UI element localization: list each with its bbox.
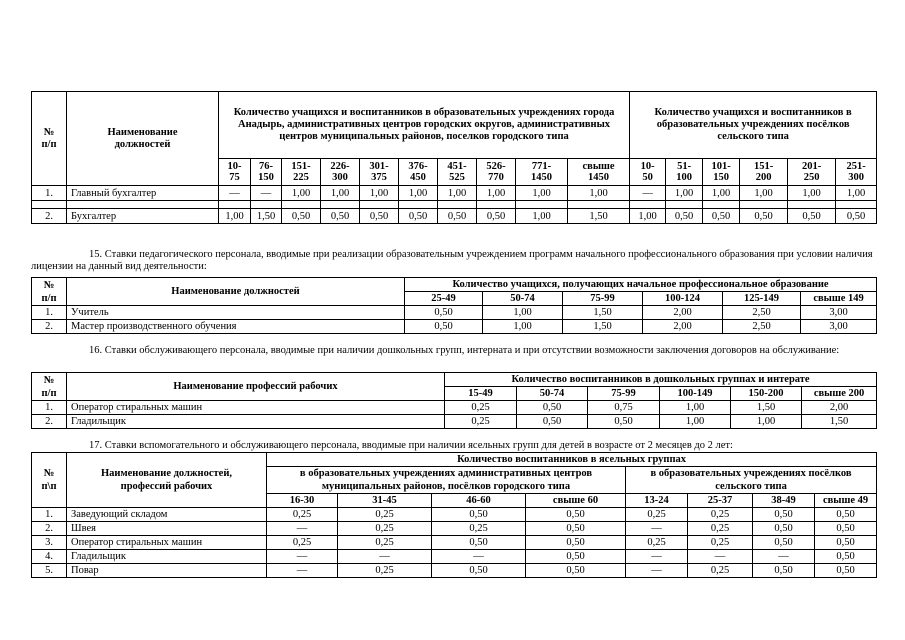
table-row	[32, 522, 877, 536]
staff-rates-table-accounting	[31, 91, 877, 224]
rate-value: —	[267, 550, 338, 564]
rate-value: 0,50	[517, 415, 588, 429]
rate-value: 0,50	[815, 550, 877, 564]
rate-value: 0,50	[753, 564, 815, 578]
rate-value: 0,25	[688, 564, 753, 578]
rate-value: 0,50	[432, 564, 526, 578]
table-row	[32, 209, 877, 224]
range-header: 125-149	[723, 292, 801, 306]
range-header: 15-49	[445, 387, 517, 401]
range-header: 526- 770	[477, 159, 516, 186]
rate-value: 0,25	[338, 536, 432, 550]
rate-value: 1,50	[568, 209, 630, 224]
column-group-students: Количество учащихся, получающих начальное профессиональное образование	[405, 278, 877, 292]
column-subgroup-village: в образовательных учреждениях посёлков сельского типа	[626, 467, 877, 494]
rate-value: 1,00	[568, 186, 630, 201]
rate-value: 0,50	[740, 209, 788, 224]
rate-value: 0,25	[267, 536, 338, 550]
range-header: 13-24	[626, 494, 688, 508]
range-header: 100-124	[643, 292, 723, 306]
range-header: 226- 300	[321, 159, 360, 186]
paragraph-15: 15. Ставки педагогического персонала, вводимые при реализации образовательным учреждением программ начального профессионального образования при условии наличия лицензии на данный вид деятельности:	[31, 249, 873, 272]
rate-value: 0,25	[432, 522, 526, 536]
rate-value: 1,00	[483, 306, 563, 320]
range-header: 100-149	[660, 387, 731, 401]
rate-value: 0,50	[438, 209, 477, 224]
column-header-number: № п/п	[32, 373, 67, 401]
row-position-name: Оператор стиральных машин	[67, 536, 267, 550]
rate-value: —	[267, 522, 338, 536]
rate-value: 0,50	[753, 522, 815, 536]
rate-value: 1,00	[516, 186, 568, 201]
rate-value: —	[688, 550, 753, 564]
rate-value: 0,50	[815, 522, 877, 536]
rate-value: 1,00	[703, 186, 740, 201]
row-position-name: Гладильщик	[67, 550, 267, 564]
column-group-nursery: Количество воспитанников в ясельных группах	[267, 453, 877, 467]
rate-value: 1,50	[563, 320, 643, 334]
range-header: 151- 200	[740, 159, 788, 186]
rate-value: —	[338, 550, 432, 564]
rate-value: 0,50	[432, 508, 526, 522]
column-group-pupils: Количество воспитанников в дошкольных группах и интерате	[445, 373, 877, 387]
range-header: 50-74	[517, 387, 588, 401]
range-header: свыше 149	[801, 292, 877, 306]
row-position-name: Швея	[67, 522, 267, 536]
rate-value: 1,00	[666, 186, 703, 201]
row-number: 2.	[32, 522, 67, 536]
row-position-name: Гладильщик	[67, 415, 445, 429]
rate-value: —	[626, 550, 688, 564]
table-row	[32, 415, 877, 429]
rate-value: 0,50	[405, 306, 483, 320]
range-header: 301- 375	[360, 159, 399, 186]
table-row	[32, 564, 877, 578]
range-header: 25-49	[405, 292, 483, 306]
row-position-name: Повар	[67, 564, 267, 578]
range-header: 101- 150	[703, 159, 740, 186]
table-row	[32, 186, 877, 201]
rate-value: —	[251, 186, 282, 201]
row-number: 1.	[32, 508, 67, 522]
row-number: 2.	[32, 320, 67, 334]
column-header-number: № п\п	[32, 453, 67, 508]
row-number: 1.	[32, 401, 67, 415]
range-header: 31-45	[338, 494, 432, 508]
range-header: 75-99	[588, 387, 660, 401]
rate-value: 2,00	[643, 306, 723, 320]
rate-value: 0,50	[432, 536, 526, 550]
row-position-name: Заведующий складом	[67, 508, 267, 522]
rate-value: 1,50	[731, 401, 802, 415]
range-header: 151- 225	[282, 159, 321, 186]
rate-value: 1,00	[788, 186, 836, 201]
rate-value: 0,75	[588, 401, 660, 415]
table-row	[32, 550, 877, 564]
rate-value: 0,50	[588, 415, 660, 429]
rate-value: 1,00	[438, 186, 477, 201]
rate-value: 0,50	[788, 209, 836, 224]
rate-value: 1,00	[630, 209, 666, 224]
rate-value: —	[219, 186, 251, 201]
column-group-city: Количество учащихся и воспитанников в образовательных учреждениях города Анадырь, административных центров городских округов, административных центров муниципальных районов, поселков городского типа	[219, 92, 630, 159]
rate-value: —	[267, 564, 338, 578]
rate-value: 3,00	[801, 320, 877, 334]
range-header: свыше 1450	[568, 159, 630, 186]
paragraph-17: 17. Ставки вспомогательного и обслуживающего персонала, вводимые при наличии ясельных групп для детей в возрасте от 2 месяцев до 2 лет:	[89, 440, 733, 451]
row-number: 1.	[32, 186, 67, 201]
range-header: 50-74	[483, 292, 563, 306]
column-header-number: № п/п	[32, 278, 67, 306]
rate-value: 0,25	[445, 415, 517, 429]
rate-value: 0,50	[753, 508, 815, 522]
rate-value: 0,50	[321, 209, 360, 224]
table-row	[32, 306, 877, 320]
rate-value: 2,50	[723, 306, 801, 320]
range-header: 10- 75	[219, 159, 251, 186]
rate-value: 0,50	[666, 209, 703, 224]
rate-value: 0,25	[338, 564, 432, 578]
rate-value: 0,50	[360, 209, 399, 224]
rate-value: 1,00	[516, 209, 568, 224]
column-header-profession: Наименование профессий рабочих	[67, 373, 445, 401]
paragraph-16: 16. Ставки обслуживающего персонала, вводимые при наличии дошкольных групп, интерната и при отсутствии возможности заключения договоров на обслуживание:	[89, 345, 840, 356]
rate-value: 1,00	[321, 186, 360, 201]
rate-value: 2,00	[643, 320, 723, 334]
rate-value: 1,50	[251, 209, 282, 224]
range-header: 451- 525	[438, 159, 477, 186]
range-header: 771- 1450	[516, 159, 568, 186]
rate-value: 2,50	[723, 320, 801, 334]
rate-value: —	[626, 564, 688, 578]
rate-value: 1,00	[483, 320, 563, 334]
staff-rates-table-vocational	[31, 277, 877, 334]
column-header-number: № п/п	[32, 92, 67, 186]
rate-value: 0,50	[399, 209, 438, 224]
rate-value: 0,25	[338, 522, 432, 536]
range-header: 51- 100	[666, 159, 703, 186]
rate-value: 1,00	[399, 186, 438, 201]
rate-value: —	[432, 550, 526, 564]
table-row	[32, 401, 877, 415]
row-position-name: Бухгалтер	[67, 209, 219, 224]
column-subgroup-city: в образовательных учреждениях административных центров муниципальных районов, посёлков городского типа	[267, 467, 626, 494]
rate-value: 1,00	[660, 401, 731, 415]
rate-value: 1,00	[731, 415, 802, 429]
rate-value: 0,50	[753, 536, 815, 550]
rate-value: 0,50	[282, 209, 321, 224]
rate-value: 1,00	[740, 186, 788, 201]
row-number: 5.	[32, 564, 67, 578]
range-header: свыше 60	[526, 494, 626, 508]
row-number: 2.	[32, 209, 67, 224]
column-group-village: Количество учащихся и воспитанников в образовательных учреждениях посёлков сельского типа	[630, 92, 877, 159]
row-number: 2.	[32, 415, 67, 429]
range-header: 38-49	[753, 494, 815, 508]
rate-value: 0,50	[477, 209, 516, 224]
range-header: 201- 250	[788, 159, 836, 186]
range-header: 25-37	[688, 494, 753, 508]
rate-value: 1,00	[360, 186, 399, 201]
row-number: 3.	[32, 536, 67, 550]
range-header: 251- 300	[836, 159, 877, 186]
rate-value: 0,50	[526, 550, 626, 564]
row-position-name: Мастер производственного обучения	[67, 320, 405, 334]
row-number: 4.	[32, 550, 67, 564]
rate-value: 0,25	[688, 508, 753, 522]
table-row	[32, 320, 877, 334]
range-header: свыше 200	[802, 387, 877, 401]
rate-value: 0,50	[526, 564, 626, 578]
range-header: 10- 50	[630, 159, 666, 186]
rate-value: 0,25	[626, 508, 688, 522]
row-position-name: Главный бухгалтер	[67, 186, 219, 201]
rate-value: 0,50	[815, 508, 877, 522]
row-position-name: Оператор стиральных машин	[67, 401, 445, 415]
rate-value: 0,25	[445, 401, 517, 415]
table-row	[32, 536, 877, 550]
rate-value: 1,00	[219, 209, 251, 224]
row-number: 1.	[32, 306, 67, 320]
rate-value: 0,25	[338, 508, 432, 522]
rate-value: 1,00	[282, 186, 321, 201]
rate-value: 3,00	[801, 306, 877, 320]
rate-value: 0,50	[517, 401, 588, 415]
rate-value: 1,00	[660, 415, 731, 429]
staff-rates-table-nursery	[31, 452, 877, 578]
range-header: свыше 49	[815, 494, 877, 508]
rate-value: 1,00	[477, 186, 516, 201]
rate-value: 0,50	[815, 564, 877, 578]
range-header: 75-99	[563, 292, 643, 306]
rate-value: 0,50	[405, 320, 483, 334]
row-position-name: Учитель	[67, 306, 405, 320]
range-header: 76- 150	[251, 159, 282, 186]
range-header: 16-30	[267, 494, 338, 508]
rate-value: 0,50	[836, 209, 877, 224]
table-row	[32, 508, 877, 522]
rate-value: 2,00	[802, 401, 877, 415]
column-header-position: Наименование должностей	[67, 92, 219, 186]
rate-value: 0,50	[526, 536, 626, 550]
column-header-position: Наименование должностей	[67, 278, 405, 306]
rate-value: 0,25	[626, 536, 688, 550]
rate-value: 1,50	[563, 306, 643, 320]
rate-value: 1,50	[802, 415, 877, 429]
range-header: 150-200	[731, 387, 802, 401]
rate-value: 0,25	[267, 508, 338, 522]
column-header-position: Наименование должностей, профессий рабочих	[67, 453, 267, 508]
rate-value: —	[753, 550, 815, 564]
rate-value: 0,50	[815, 536, 877, 550]
rate-value: 0,50	[526, 508, 626, 522]
rate-value: 1,00	[836, 186, 877, 201]
range-header: 376- 450	[399, 159, 438, 186]
rate-value: —	[630, 186, 666, 201]
rate-value: 0,25	[688, 522, 753, 536]
rate-value: —	[626, 522, 688, 536]
rate-value: 0,50	[526, 522, 626, 536]
rate-value: 0,25	[688, 536, 753, 550]
range-header: 46-60	[432, 494, 526, 508]
rate-value: 0,50	[703, 209, 740, 224]
staff-rates-table-service	[31, 372, 877, 429]
